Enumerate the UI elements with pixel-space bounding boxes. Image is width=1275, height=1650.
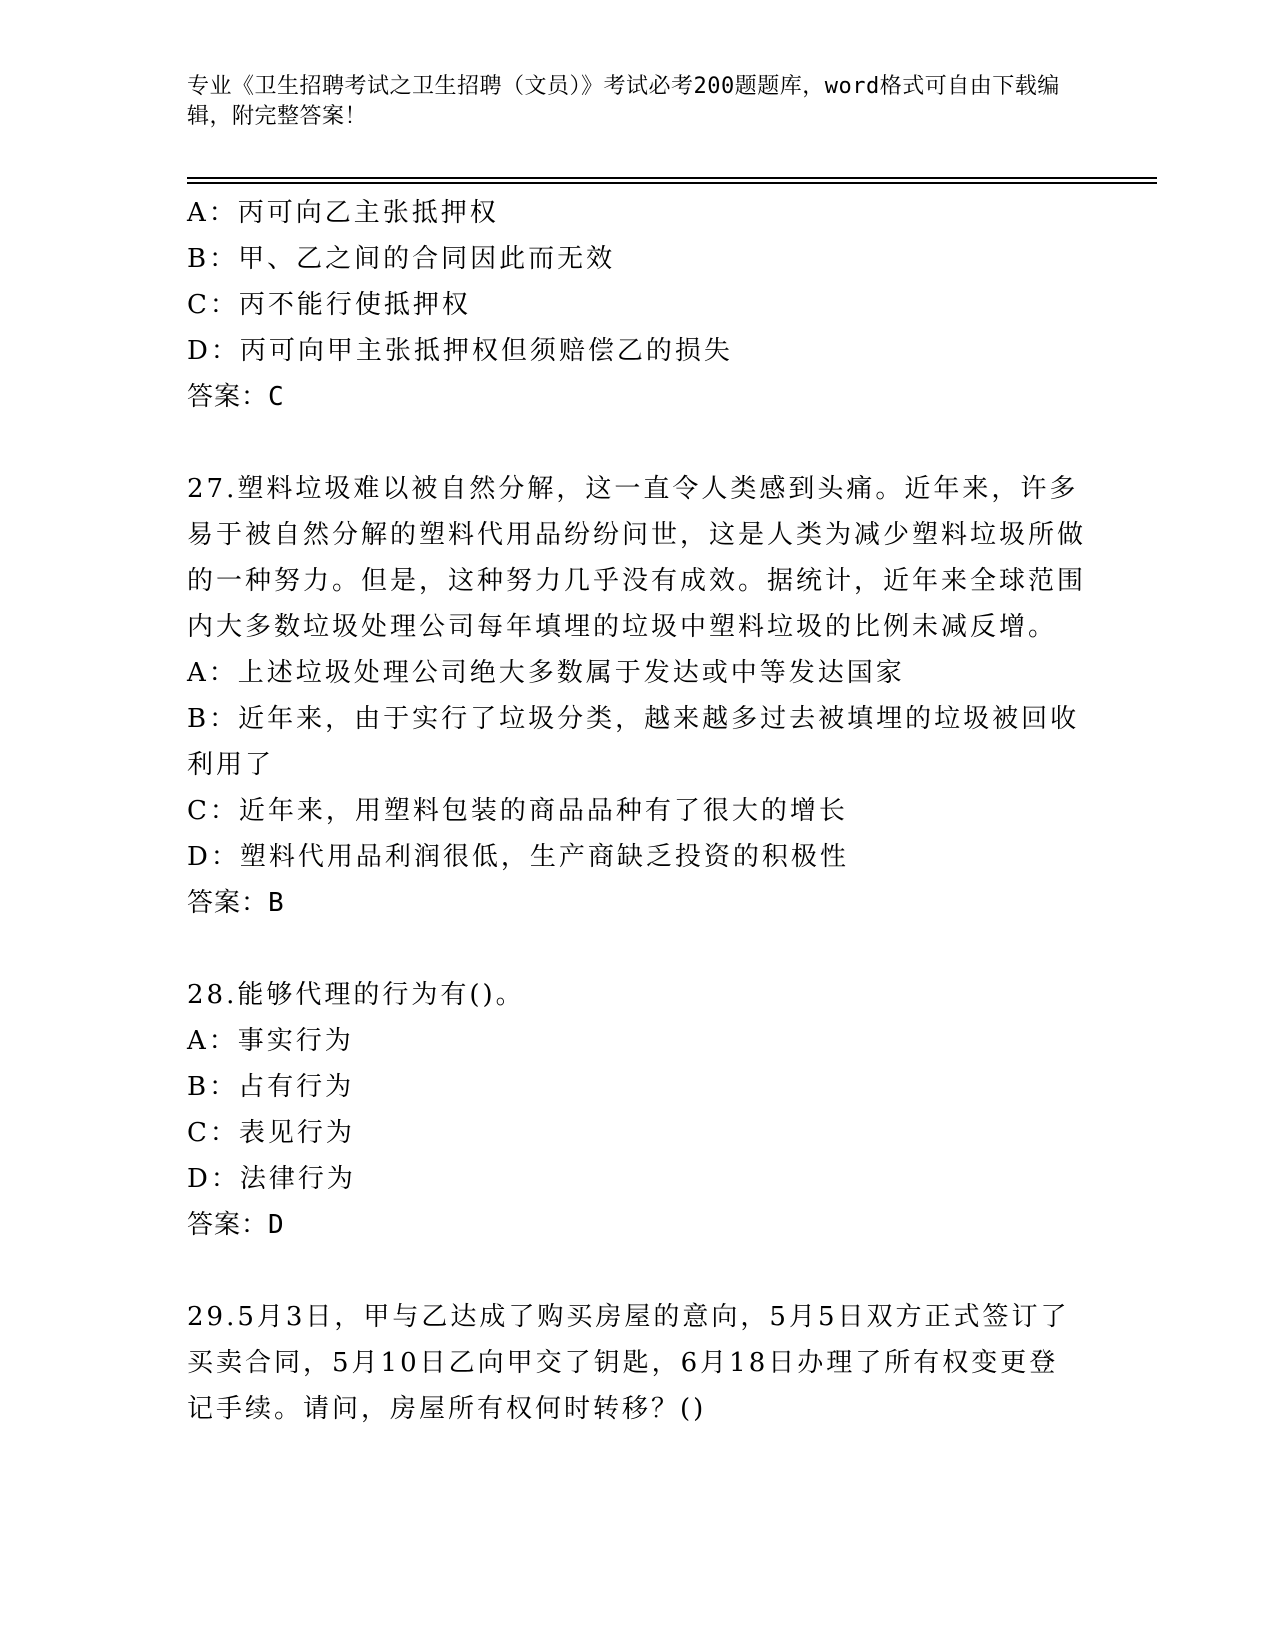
- document-header: [187, 72, 1067, 132]
- option-a: A：上述垃圾处理公司绝大多数属于发达或中等发达国家: [187, 658, 905, 688]
- header-text: 专业《卫生招聘考试之卫生招聘（文员）》考试必考200题题库，word格式可自由下载编辑，附完整答案！: [187, 74, 1060, 129]
- block-spacer: [187, 1248, 1087, 1294]
- option-d: D：塑料代用品利润很低，生产商缺乏投资的积极性: [187, 842, 849, 872]
- answer: 答案：D: [187, 1210, 285, 1240]
- option-d: D：法律行为: [187, 1164, 356, 1194]
- question-text: 29.5月3日，甲与乙达成了购买房屋的意向，5月5日双方正式签订了买卖合同，5月10日乙向甲交了钥匙，6月18日办理了所有权变更登记手续。请问，房屋所有权何时转移？(): [187, 1302, 1070, 1424]
- question-26-block: [187, 190, 1087, 420]
- option-b: B：近年来，由于实行了垃圾分类，越来越多过去被填埋的垃圾被回收利用了: [187, 704, 1080, 780]
- block-spacer: [187, 926, 1087, 972]
- option-b: B：甲、乙之间的合同因此而无效: [187, 244, 616, 274]
- question-27-block: [187, 466, 1087, 926]
- question-29-block: [187, 1294, 1087, 1432]
- block-spacer: [187, 420, 1087, 466]
- answer: 答案：C: [187, 382, 285, 412]
- option-c: C：近年来，用塑料包装的商品品种有了很大的增长: [187, 796, 848, 826]
- document-body: [187, 190, 1087, 1432]
- question-28-block: [187, 972, 1087, 1248]
- option-d: D：丙可向甲主张抵押权但须赔偿乙的损失: [187, 336, 733, 366]
- option-a: A：丙可向乙主张抵押权: [187, 198, 499, 228]
- header-divider-top: [187, 177, 1157, 179]
- option-c: C：丙不能行使抵押权: [187, 290, 471, 320]
- option-c: C：表见行为: [187, 1118, 355, 1148]
- header-divider-bottom: [187, 182, 1157, 184]
- option-a: A：事实行为: [187, 1026, 354, 1056]
- question-text: 27.塑料垃圾难以被自然分解，这一直令人类感到头痛。近年来，许多易于被自然分解的塑料代用品纷纷问世，这是人类为减少塑料垃圾所做的一种努力。但是，这种努力几乎没有成效。据统计，近年来全球范围内大多数垃圾处理公司每年填埋的垃圾中塑料垃圾的比例未减反增。: [187, 474, 1087, 642]
- question-text: 28.能够代理的行为有()。: [187, 980, 525, 1010]
- option-b: B：占有行为: [187, 1072, 355, 1102]
- answer: 答案：B: [187, 888, 285, 918]
